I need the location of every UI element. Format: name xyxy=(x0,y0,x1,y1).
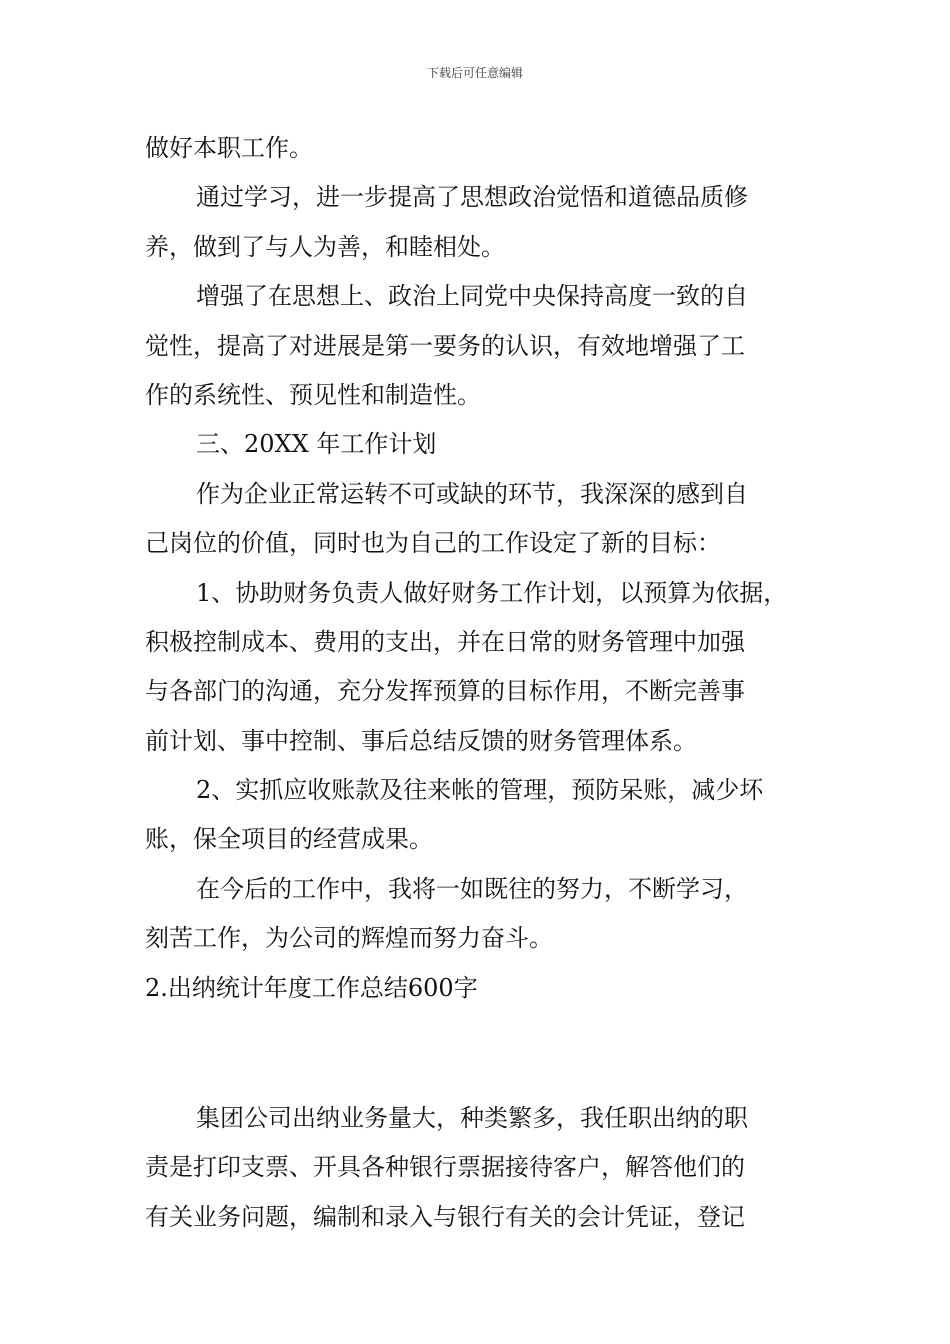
paragraph-line: 养，做到了与人为善，和睦相处。 xyxy=(145,232,505,261)
blank-spacer xyxy=(145,1013,815,1094)
paragraph-line: 作的系统性、预见性和制造性。 xyxy=(145,380,481,409)
list-item-line: 2、实抓应收账款及往来帐的管理，预防呆账，减少坏 xyxy=(196,776,764,805)
paragraph-line: 做好本职工作。 xyxy=(145,134,313,162)
list-item-line: 与各部门的沟通，充分发挥预算的目标作用，不断完善事 xyxy=(145,677,745,706)
paragraph-line: 有关业务问题，编制和录入与银行有关的会计凭证，登记 xyxy=(145,1202,745,1231)
paragraph-line: 己岗位的价值，同时也为自己的工作设定了新的目标： xyxy=(145,529,721,558)
list-item-line: 积极控制成本、费用的支出，并在日常的财务管理中加强 xyxy=(145,627,745,656)
paragraph-line: 责是打印支票、开具各种银行票据接待客户，解答他们的 xyxy=(145,1153,745,1182)
list-item-line: 前计划、事中控制、事后总结反馈的财务管理体系。 xyxy=(145,726,697,755)
paragraph-line: 作为企业正常运转不可或缺的环节，我深深的感到自 xyxy=(196,479,748,508)
paragraph-line: 通过学习，进一步提高了思想政治觉悟和道德品质修 xyxy=(196,183,748,212)
list-item-line: 1、协助财务负责人做好财务工作计划，以预算为依据， xyxy=(196,578,788,607)
paragraph-line: 觉性，提高了对进展是第一要务的认识，有效地增强了工 xyxy=(145,331,745,360)
paragraph-line: 在今后的工作中，我将一如既往的努力，不断学习， xyxy=(196,874,748,903)
list-item-line: 账，保全项目的经营成果。 xyxy=(145,825,433,854)
paragraph-line: 刻苦工作，为公司的辉煌而努力奋斗。 xyxy=(145,924,553,953)
page-header: 下载后可任意编辑 xyxy=(426,66,523,80)
document-body xyxy=(145,124,815,1242)
document-heading: 2.出纳统计年度工作总结600字 xyxy=(145,973,478,1002)
section-heading: 三、20XX 年工作计划 xyxy=(196,430,437,459)
paragraph-line: 增强了在思想上、政治上同党中央保持高度一致的自 xyxy=(196,282,748,311)
paragraph-line: 集团公司出纳业务量大，种类繁多，我任职出纳的职 xyxy=(196,1104,748,1133)
